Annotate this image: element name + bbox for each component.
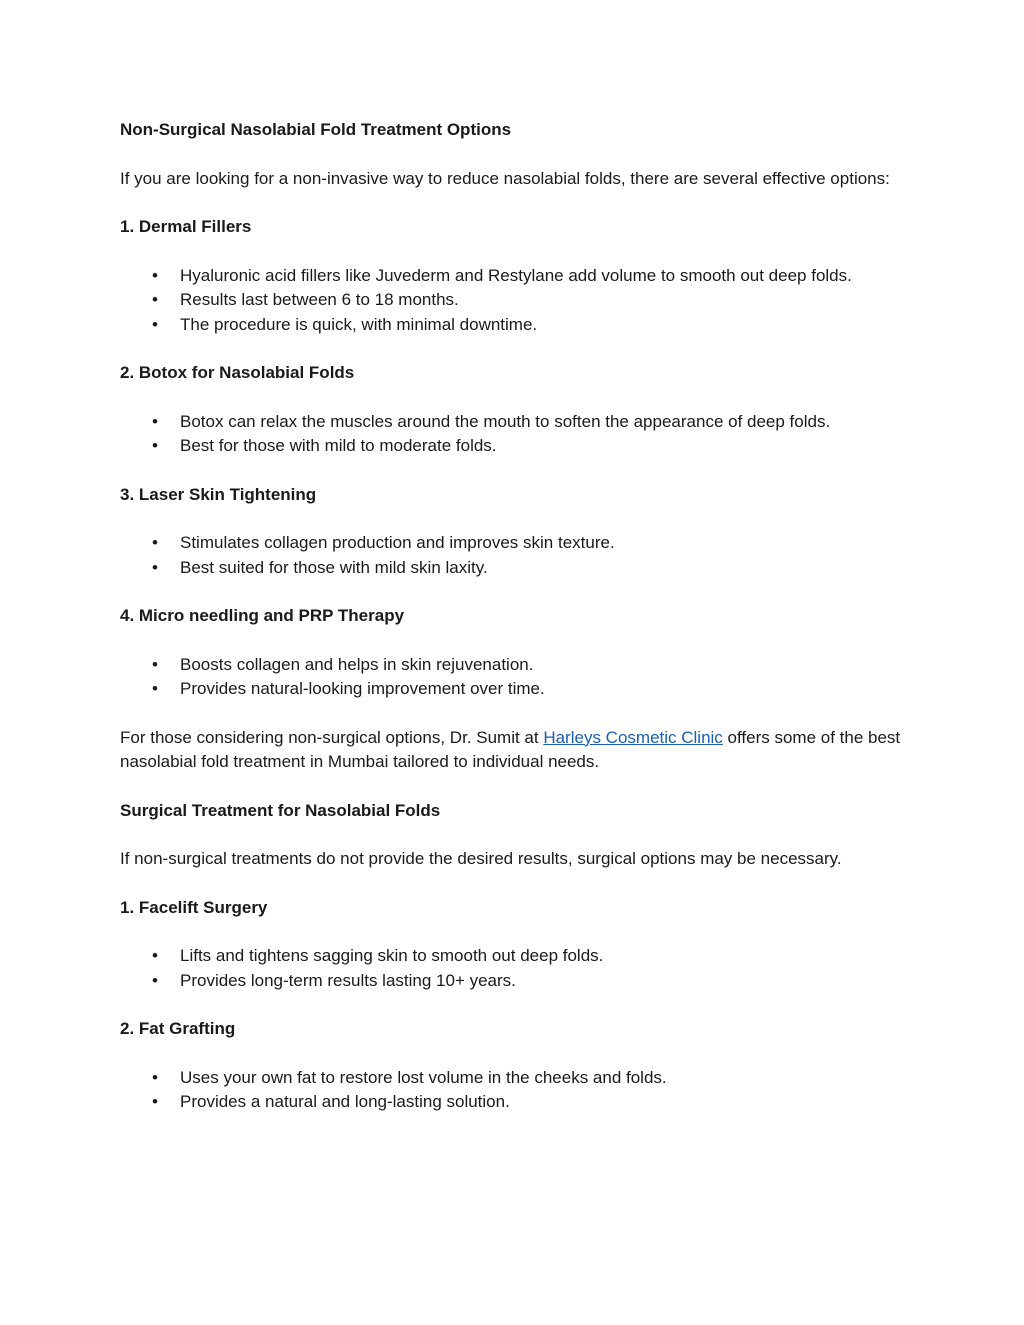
surgical-intro: If non-surgical treatments do not provide the desired results, surgical options may be necessary. <box>120 849 842 868</box>
bullet-icon: • <box>152 679 158 698</box>
list-item: • The procedure is quick, with minimal downtime. <box>180 313 910 338</box>
bullet-list-laser <box>120 531 910 580</box>
bullet-list-dermal-fillers <box>120 264 910 338</box>
bullet-list-microneedling <box>120 653 910 702</box>
bullet-list-facelift <box>120 944 910 993</box>
document-page <box>120 118 910 1139</box>
surgical-title: Surgical Treatment for Nasolabial Folds <box>120 800 441 820</box>
closing-paragraph: For those considering non-surgical options, Dr. Sumit at Harleys Cosmetic Clinic offers some of the best nasolabial fold treatment in Mumbai tailored to individual needs. <box>120 727 901 771</box>
bullet-icon: • <box>152 557 158 577</box>
nonsurgical-title: Non-Surgical Nasolabial Fold Treatment Options <box>120 120 512 139</box>
section-heading-laser: 3. Laser Skin Tightening <box>120 484 317 504</box>
bullet-icon: • <box>152 946 158 965</box>
section-heading-botox: 2. Botox for Nasolabial Folds <box>120 363 355 382</box>
bullet-icon: • <box>152 314 158 334</box>
list-item: • Lifts and tightens sagging skin to smooth out deep folds. <box>180 944 910 969</box>
section-heading-fat-grafting: 2. Fat Grafting <box>120 1019 236 1038</box>
list-item: • Provides natural-looking improvement over time. <box>180 677 910 702</box>
list-item: • Provides a natural and long-lasting solution. <box>180 1090 910 1115</box>
bullet-icon: • <box>152 411 158 431</box>
list-item: • Uses your own fat to restore lost volume in the cheeks and folds. <box>180 1066 910 1091</box>
bullet-icon: • <box>152 533 158 552</box>
bullet-icon: • <box>152 436 158 455</box>
list-item: • Best suited for those with mild skin laxity. <box>180 556 910 581</box>
bullet-icon: • <box>152 290 158 309</box>
bullet-icon: • <box>152 1092 158 1111</box>
list-item: • Stimulates collagen production and improves skin texture. <box>180 531 910 556</box>
list-item: • Provides long-term results lasting 10+ years. <box>180 969 910 994</box>
section-heading-microneedling: 4. Micro needling and PRP Therapy <box>120 606 405 625</box>
list-item: • Botox can relax the muscles around the mouth to soften the appearance of deep folds. <box>180 410 910 435</box>
bullet-icon: • <box>152 1067 158 1087</box>
bullet-icon: • <box>152 970 158 990</box>
list-item: • Hyaluronic acid fillers like Juvederm and Restylane add volume to smooth out deep folds. <box>180 264 910 289</box>
bullet-icon: • <box>152 654 158 674</box>
bullet-list-fat-grafting <box>120 1066 910 1115</box>
bullet-icon: • <box>152 265 158 285</box>
clinic-link[interactable]: Harleys Cosmetic Clinic <box>543 727 723 747</box>
nonsurgical-intro: If you are looking for a non-invasive way to reduce nasolabial folds, there are several effective options: <box>120 168 890 188</box>
list-item: • Boosts collagen and helps in skin rejuvenation. <box>180 653 910 678</box>
section-heading-facelift: 1. Facelift Surgery <box>120 897 268 917</box>
bullet-list-botox <box>120 410 910 459</box>
list-item: • Results last between 6 to 18 months. <box>180 288 910 313</box>
section-heading-dermal-fillers: 1. Dermal Fillers <box>120 217 252 236</box>
list-item: • Best for those with mild to moderate folds. <box>180 434 910 459</box>
